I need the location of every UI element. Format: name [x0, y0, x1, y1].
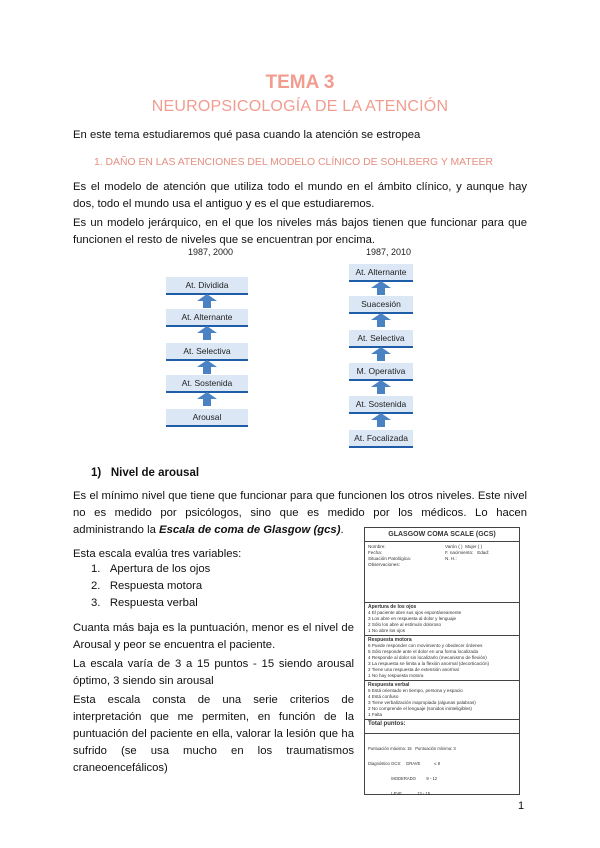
gcs-item: 3 La respuesta se limita a la flexión anormal (decorticación)	[368, 661, 490, 666]
diagram-right-level: At. Sostenida	[349, 396, 413, 414]
list-item: 2. Respuesta motora	[91, 580, 203, 592]
section1-para1: Es el modelo de atención que utiliza todo el mundo en el ámbito clínico, y aunque hay dos, todo el mundo usa el antiguo y es el que estudiaremos.	[73, 181, 527, 210]
gcs-patient-fields	[365, 542, 519, 584]
gcs-field: Mujer ( )	[465, 544, 483, 549]
gcs-section-verbal	[365, 680, 519, 719]
page-subtitle: NEUROPSICOLOGÍA DE LA ATENCIÓN	[151, 98, 449, 115]
gcs-item: 2 Sólo los abre al estímulo doloroso	[368, 622, 442, 627]
arrow-up-icon	[197, 294, 217, 308]
arrow-up-icon	[197, 360, 217, 374]
heading-number: 1)	[91, 467, 102, 479]
arrow-up-icon	[371, 313, 391, 327]
vars-intro: Esta escala evalúa tres variables:	[73, 548, 242, 560]
gcs-field: Varón ( )	[445, 544, 463, 549]
list-item: 3. Respuesta verbal	[91, 597, 198, 609]
page-number: 1	[518, 800, 525, 812]
diagram-left-level: At. Selectiva	[166, 343, 248, 361]
glasgow-scale-name: Escala de coma de Glasgow (gcs)	[159, 524, 341, 536]
gcs-item: 4 Responde al dolor sin localizarlo (mecanismo de flexión)	[368, 655, 487, 660]
arousal-para3: La escala varía de 3 a 15 puntos - 15 siendo arousal óptimo, 3 siendo sin arousal	[73, 658, 354, 687]
heading-text: Nivel de arousal	[110, 467, 200, 479]
arrow-up-icon	[197, 392, 217, 406]
diagram-left-level: At. Dividida	[166, 277, 248, 295]
gcs-table	[364, 527, 520, 795]
gcs-footer-line: Diagnóstico GCS: GRAVE ≤ 8	[368, 761, 441, 766]
gcs-field: Edad:	[477, 550, 490, 555]
gcs-section-motor	[365, 635, 519, 680]
intro-text: En este tema estudiaremos qué pasa cuando la atención se estropea	[73, 129, 421, 141]
gcs-total-label: Total puntos:	[368, 721, 406, 727]
gcs-item: 5 Sólo responde ante el dolor en una forma localizada	[368, 649, 479, 654]
gcs-section-title: Respuesta verbal	[368, 682, 410, 688]
diagram-right-level: At. Selectiva	[349, 330, 413, 348]
diagram-left-level: At. Alternante	[166, 309, 248, 327]
arousal-para1-text: Es el mínimo nivel que tiene que funcionar para que funcionen los otros niveles. Este nivel no es medido por psicólogos, sino que es medido por los médicos. Lo hacen administrando la	[73, 490, 527, 536]
arrow-up-icon	[197, 326, 217, 340]
gcs-item: 5 Está orientado en tiempo, persona y espacio	[368, 688, 463, 693]
page-title: TEMA 3	[265, 72, 335, 93]
section-heading-sohlberg: 1. DAÑO EN LAS ATENCIONES DEL MODELO CLÍNICO DE SOHLBERG Y MATEER	[94, 157, 493, 168]
gcs-footer-line: MODERADO 9 - 12	[368, 776, 438, 781]
gcs-field: Situación Patológica:	[368, 556, 411, 561]
gcs-title: GLASGOW COMA SCALE (GCS)	[365, 528, 519, 542]
gcs-field: Fecha:	[368, 550, 383, 555]
diagram-right-level: M. Operativa	[349, 363, 413, 381]
gcs-section-title: Apertura de los ojos	[368, 604, 417, 610]
gcs-item: 3 Tiene verbalización inapropiada (algunas palabras)	[368, 700, 476, 705]
gcs-item: 6 Puede responder con movimiento y obedecer órdenes	[368, 643, 483, 648]
gcs-field: F. nacimiento:	[445, 550, 474, 555]
diagram-right-level: Suacesión	[349, 296, 413, 314]
diagram-left-level: Arousal	[166, 409, 248, 427]
gcs-field: Nombre:	[368, 544, 386, 549]
diagram-right-level: At. Focalizada	[349, 430, 413, 448]
list-item: 1. Apertura de los ojos	[91, 563, 211, 575]
var-verbal: Respuesta verbal	[109, 597, 198, 609]
var-motor: Respuesta motora	[109, 580, 203, 592]
arrow-up-icon	[371, 413, 391, 427]
gcs-item: 3 Los abre en respuesta al dolor y lenguaje	[368, 616, 457, 621]
gcs-item: 1 Falta	[368, 712, 383, 717]
gcs-item: 2 Tiene una respuesta de extensión anormal	[368, 667, 459, 672]
gcs-footer-line: Puntuación máxima: 15 Puntuación mínima: 3	[368, 746, 456, 751]
diagram-left-caption: 1987, 2000	[188, 247, 234, 257]
vars-list	[91, 561, 351, 612]
gcs-item: 4 El paciente abre sus ojos espontáneamente	[368, 610, 462, 615]
gcs-item: 1 No hay respuesta motora	[368, 673, 424, 678]
gcs-footer	[365, 734, 519, 808]
diagram-right-caption: 1987, 2010	[366, 247, 412, 257]
arousal-para2: Cuanta más baja es la puntuación, menor es el nivel de Arousal y peor se encuentra el paciente.	[73, 622, 354, 651]
gcs-total	[365, 719, 519, 734]
arousal-para1-end: .	[340, 524, 344, 536]
gcs-item: 1 No abre los ojos	[368, 628, 406, 633]
var-eyes: Apertura de los ojos	[109, 563, 211, 575]
section1-para2: Es un modelo jerárquico, en el que los niveles más bajos tienen que funcionar para que funcionen el resto de niveles que se encuentran por encima.	[73, 217, 527, 246]
diagram-left-level: At. Sostenida	[166, 375, 248, 393]
arousal-para4: Esta escala consta de una serie criterios de interpretación que me permiten, en función de la puntuación del paciente en ella, valorar la lesión que ha sufrido (se usa mucho en los traumatismos craneoencefálicos)	[73, 694, 354, 774]
arrow-up-icon	[371, 347, 391, 361]
diagram-right-level: At. Alternante	[349, 264, 413, 282]
gcs-field: N. H.:	[445, 556, 457, 561]
gcs-field: Observaciones:	[368, 562, 400, 567]
gcs-section-eyes	[365, 602, 519, 635]
arrow-up-icon	[371, 380, 391, 394]
gcs-footer-line: LEVE 13 - 15	[368, 791, 431, 796]
section-arousal-heading	[91, 467, 199, 479]
gcs-item: 4 Está confuso	[368, 694, 399, 699]
gcs-item: 2 No comprende el lenguaje (sonidos ininteligibles)	[368, 706, 472, 711]
gcs-section-title: Respuesta motora	[368, 637, 412, 643]
arrow-up-icon	[371, 281, 391, 295]
gcs-fields-right	[445, 544, 489, 562]
